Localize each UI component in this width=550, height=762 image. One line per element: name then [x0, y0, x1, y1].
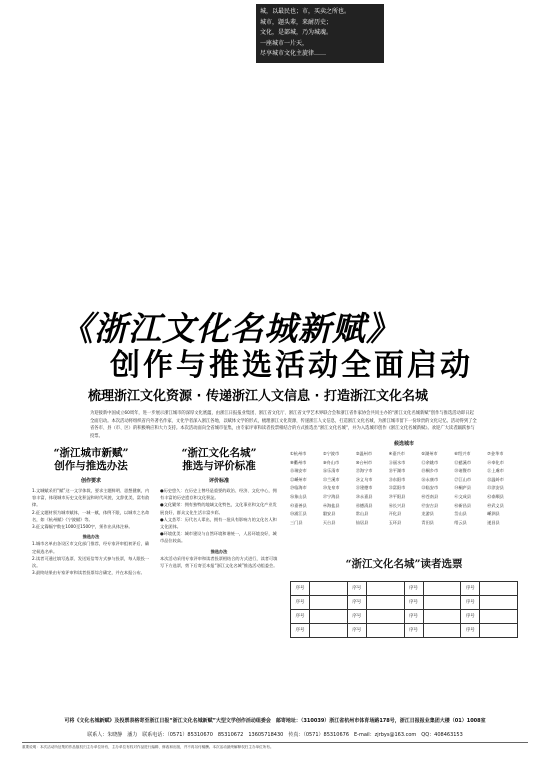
- poem-line: 文化，是部城，乃为城魂。: [260, 29, 333, 36]
- city-list-item: ㉗江山市: [454, 476, 472, 482]
- city-list-item: 龙游县: [421, 511, 434, 517]
- ballot-entry-cell[interactable]: [423, 581, 461, 595]
- city-list: [290, 451, 518, 526]
- paragraph: ●文化繁荣：拥有独特的地域文化特色，文化事业和文化产业发展良好，群众文化生活丰富多彩。: [160, 502, 277, 515]
- city-list-item: ①杭州市: [290, 451, 307, 456]
- ballot-entry-cell[interactable]: [310, 623, 348, 637]
- city-list-item: ⑭奉化市: [487, 459, 504, 465]
- city-list-item: ㉒嵊州市: [290, 476, 307, 482]
- city-list-item: ㉛建德市: [355, 485, 373, 491]
- headline-line2: 创作与推选活动全面启动: [110, 348, 473, 383]
- city-list-item: ⑤湖州市: [421, 451, 438, 456]
- city-list-item: 仙居县: [355, 519, 369, 525]
- city-list-item: ㊷泰顺县: [487, 493, 504, 499]
- city-list-item: ⑲桐乡市: [421, 468, 439, 474]
- ballot-entry-cell[interactable]: [310, 595, 348, 609]
- city-list-item: ㉖永康市: [421, 476, 439, 482]
- city-list-item: ㉑上虞市: [487, 468, 504, 474]
- subheadline: 梳理浙江文化资源 · 传递浙江人文信息 · 打造浙江文化名城: [88, 389, 428, 404]
- city-list-item: 遂昌县: [487, 519, 500, 525]
- paragraph: ●历史悠久：在历史上曾经是重要的政治、经济、文化中心，拥有丰富的历史遗存和文化积淀。: [160, 488, 277, 501]
- city-list-item: ⑩台州市: [355, 459, 373, 465]
- city-list-item: ㊱象山县: [290, 493, 307, 499]
- city-list-item: ㊼安吉县: [421, 502, 439, 508]
- headline-line1: 《浙江文化名城新赋》: [60, 309, 400, 348]
- city-list-item: 青田县: [421, 519, 434, 525]
- paragraph: 2.征文题材须为城市赋体，一城一赋，体例不限，以城市之名命名，如《杭州赋》《宁波赋》等。: [32, 509, 150, 522]
- paragraph: 3.征文篇幅字数在1000至1500字，须作出具体注释。: [32, 524, 133, 530]
- paragraph: ●人文荟萃：历代名人辈出，拥有一批具有影响力的文化名人和文化团体。: [160, 516, 277, 530]
- city-list-item: 三门县: [290, 519, 303, 525]
- ballot-number-label: 序号: [404, 581, 423, 595]
- ballot-number-label: 序号: [347, 609, 366, 623]
- ballot-number-label: 序号: [404, 623, 423, 637]
- city-list-item: ⑬慈溪市: [454, 459, 472, 465]
- ballot-entry-cell[interactable]: [366, 581, 404, 595]
- column-title: “浙江文化名城” 推选与评价标准: [181, 447, 257, 472]
- ballot-number-label: 序号: [404, 595, 423, 609]
- ballot-number-label: 序号: [347, 581, 366, 595]
- ballot-entry-cell[interactable]: [423, 623, 461, 637]
- ballot-number-label: 序号: [291, 609, 310, 623]
- poem-block: [256, 4, 384, 63]
- city-list-item: ⑪丽水市: [388, 459, 406, 465]
- city-list-item: ㉝临安市: [421, 485, 439, 491]
- ballot-number-label: 序号: [347, 595, 366, 609]
- paragraph: 1.城市名单由各设区市文化部门推荐，经专家评审组初评后，确定候选名单。: [32, 541, 150, 554]
- city-list-item: ㊲宁海县: [322, 493, 340, 499]
- city-list-item: ㉓兰溪市: [322, 476, 340, 482]
- city-list-item: ㉚龙泉市: [322, 485, 340, 491]
- city-list-item: ⑨舟山市: [322, 459, 340, 465]
- city-list-title: 候选城市: [393, 441, 414, 447]
- lead-paragraph: 为迎接新中国成立60周年，进一步展示浙江城市的深厚文化底蕴，由浙江日报报业集团、浙江省文化厅、浙江省文学艺术界联合会和浙江省作家协会共同主办的“浙江文化名城新赋”创作与推选活动即日起全面启动。本次活动将组织省内外著名作家、文化学者深入浙江各地，以赋体文学的形式，梳理浙江文化资源，传递浙江人文信息，打造浙江文化名城，为浙江城市留下一份珍贵的文化记忆。活动得到了全省各市、县（市、区）的积极响应和大力支持。本次活动面向全省城市征集，由专家评审和读者投票相结合的方式推选出“浙江文化名城”，并为入选城市创作《浙江文化名城新赋》。欢迎广大读者踊跃参与投票。: [90, 411, 477, 439]
- ballot-entry-cell[interactable]: [423, 595, 461, 609]
- ballot-row: [291, 581, 518, 595]
- city-list-item: ⑳诸暨市: [454, 468, 472, 474]
- city-list-item: 天台县: [322, 519, 336, 525]
- city-list-item: ㊳永嘉县: [355, 493, 373, 499]
- city-list-item: 玉环县: [388, 519, 402, 525]
- city-list-item: ⑯乐清市: [322, 468, 340, 474]
- city-list-item: ㊵苍南县: [421, 493, 439, 499]
- city-list-item: ㊴平阳县: [388, 493, 406, 499]
- city-list-item: ⑮瑞安市: [290, 468, 307, 474]
- ballot-entry-cell[interactable]: [480, 623, 518, 637]
- paragraph-heading: 推选办法: [82, 534, 100, 540]
- ballot-number-label: 序号: [461, 609, 480, 623]
- city-list-item: ㊺德清县: [355, 502, 373, 508]
- city-list-item: ⑫余姚市: [421, 459, 439, 465]
- ballot-entry-cell[interactable]: [366, 595, 404, 609]
- column-subtitle: 评价标准: [208, 478, 229, 484]
- ballot-number-label: 序号: [347, 623, 366, 637]
- city-list-item: ⑧衢州市: [290, 459, 307, 465]
- paragraph-heading: 推选办法: [210, 548, 228, 554]
- ballot-section: [290, 440, 518, 638]
- footer-divider: [22, 742, 528, 743]
- city-list-item: ⑦金华市: [487, 451, 504, 456]
- poem-line: 尽享城市文化主旋律……: [260, 50, 327, 57]
- column-body: [32, 487, 150, 576]
- ballot-entry-cell[interactable]: [366, 609, 404, 623]
- column-subtitle: 创作要求: [80, 478, 101, 484]
- city-list-item: ㉜富阳市: [388, 485, 406, 491]
- city-list-item: ⑥绍兴市: [454, 451, 471, 456]
- ballot-entry-cell[interactable]: [480, 609, 518, 623]
- poem-line: 一座城市一片天，: [260, 39, 309, 47]
- city-list-item: ㉞桐庐县: [454, 485, 472, 491]
- footer-contact: 联系人：朱晓静 潘力 联系电话：（0571）85310670 85310672 13605718430 传真：（0571）85310676 E-mail：zjrbys@163.com QQ：408463153: [87, 732, 463, 738]
- ballot-table[interactable]: [290, 581, 518, 638]
- ballot-entry-cell[interactable]: [423, 609, 461, 623]
- ballot-entry-cell[interactable]: [366, 623, 404, 637]
- city-list-item: ㊶文成县: [454, 493, 472, 499]
- paragraph: ●环境优美：城市建设与自然环境和谐统一，人居环境良好，城市品位较高。: [160, 531, 277, 544]
- city-list-item: ②宁波市: [322, 451, 340, 456]
- ballot-entry-cell[interactable]: [480, 581, 518, 595]
- poem-line: 城市，题头辈，来耐历史；: [260, 18, 333, 26]
- ballot-number-label: 序号: [291, 595, 310, 609]
- poem-line: 城，以最民也；市，买卖之所也。: [260, 8, 351, 15]
- city-list-item: ㉘温岭市: [487, 476, 504, 482]
- ballot-entry-cell[interactable]: [310, 609, 348, 623]
- city-list-item: 磐安县: [322, 511, 336, 517]
- city-list-item: ㉙临海市: [290, 485, 307, 491]
- ballot-row: [291, 623, 518, 637]
- ballot-title: “浙江文化名城”读者选票: [345, 557, 463, 570]
- footer-notice: 重要说明：本次活动所征集的作品版权归主办单位所有，主办单位有权对作品进行编辑、修改和出版，并不再另付稿酬。本次活动最终解释权归主办单位所有。: [22, 745, 274, 749]
- paragraph: 2.读者可通过填写选票、发送短信等方式参与投票，每人限投一次。: [32, 555, 150, 569]
- ballot-number-label: 序号: [291, 623, 310, 637]
- city-list-item: ⑱平湖市: [388, 468, 406, 474]
- ballot-row: [291, 609, 518, 623]
- paragraph: 3.最终结果由专家评审和读者投票综合确定，并在本报公布。: [32, 570, 145, 576]
- column-body: [160, 487, 278, 569]
- ballot-number-label: 序号: [461, 581, 480, 595]
- city-list-item: ⑰海宁市: [355, 468, 373, 474]
- city-list-item: ㊾武义县: [487, 502, 504, 508]
- column-creation-rules: [32, 447, 150, 576]
- ballot-number-label: 序号: [461, 595, 480, 609]
- city-list-item: ㊻长兴县: [388, 502, 406, 508]
- city-list-item: 开化县: [388, 511, 402, 517]
- city-list-item: ㉔义乌市: [355, 476, 373, 482]
- city-list-item: ㉕东阳市: [388, 476, 406, 482]
- footer-address: 可将《文化名城新赋》及投票表格寄至浙江日报“浙江文化名城新赋”大型文学创作活动组委会 邮寄地址：（310039）浙江省杭州市体育场路178号，浙江日报报业集团大楼（01）1008室: [64, 718, 486, 724]
- ballot-number-label: 序号: [291, 581, 310, 595]
- paragraph: 1.文城赋采用“赋”这一文学体裁，要求主题鲜明、思想健康，内容丰富，体现城市历史文化积淀和时代风貌，文辞优美，富有韵律。: [32, 488, 150, 508]
- city-list-item: ㊸嘉善县: [290, 502, 307, 508]
- city-list-item: ㊹海盐县: [322, 502, 340, 508]
- city-list-item: 岱山县: [454, 511, 467, 517]
- ballot-row: [291, 595, 518, 609]
- ballot-number-label: 序号: [404, 609, 423, 623]
- city-list-item: ㊿浦江县: [290, 511, 307, 517]
- ballot-number-label: 序号: [461, 623, 480, 637]
- city-list-item: 常山县: [355, 511, 369, 517]
- column-evaluation-criteria: [160, 447, 278, 569]
- ballot-entry-cell[interactable]: [310, 581, 348, 595]
- paragraph: 本次活动采用专家评审和读者投票相结合的方式进行，读者可填写下方选票，剪下后寄至本报“浙江文化名城”推选活动组委会。: [160, 555, 278, 569]
- city-list-item: ③温州市: [355, 451, 373, 456]
- city-list-item: ④嘉兴市: [388, 451, 405, 456]
- city-list-item: ㉟淳安县: [487, 485, 504, 491]
- city-list-item: 嵊泗县: [487, 511, 500, 517]
- city-list-item: ㊽新昌县: [454, 502, 472, 508]
- column-title: “浙江城市新赋” 创作与推选办法: [53, 447, 129, 472]
- city-list-item: 缙云县: [454, 519, 467, 525]
- ballot-entry-cell[interactable]: [480, 595, 518, 609]
